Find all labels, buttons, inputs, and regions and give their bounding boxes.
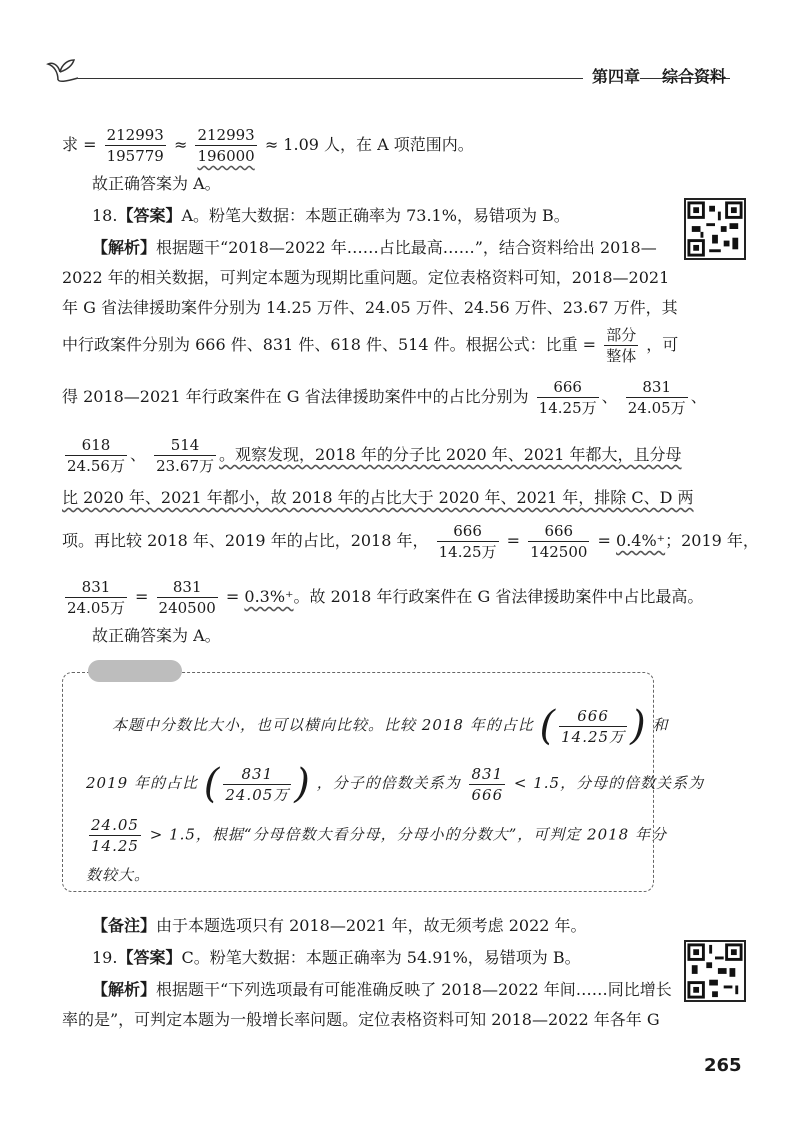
qr-code-icon[interactable] <box>684 940 746 1002</box>
remark-text: 由于本题选项只有 2018—2021 年，故无须考虑 2022 年。 <box>156 916 587 935</box>
tip-line: 数较大。 <box>86 866 151 884</box>
text-line: 率的是”，可判定本题为一般增长率问题。定位表格资料可知 2018—2022 年各年 G <box>62 1010 660 1029</box>
analysis-tag: 【解析】 <box>92 980 157 999</box>
numerator: 212993 <box>197 126 255 144</box>
text: 。故 2018 年行政案件在 G 省法律援助案件中占比最高。 <box>293 587 704 606</box>
numerator: 831 <box>81 578 111 596</box>
text-line <box>92 238 657 258</box>
text-line <box>92 980 672 1000</box>
tip-line <box>86 761 705 807</box>
answer-text: C。粉笔大数据：本题正确率为 54.91%，易错项为 B。 <box>181 948 581 967</box>
text: = <box>225 587 240 606</box>
answer-line: 故正确答案为 A。 <box>92 626 221 645</box>
text: 0.4%⁺ <box>616 531 666 550</box>
denominator: 14.25 <box>91 837 139 855</box>
text-line <box>62 436 682 475</box>
text-line <box>62 488 694 508</box>
text-line: 2022 年的相关数据，可判定本题为现期比重问题。定位表格资料可知，2018—2021 <box>62 268 670 287</box>
numerator: 666 <box>544 522 574 540</box>
fraction <box>65 436 127 475</box>
text: ，分子的倍数关系为 <box>316 774 461 792</box>
fraction <box>528 522 589 561</box>
denominator: 142500 <box>530 543 588 561</box>
text-line <box>62 326 678 365</box>
analysis-tag: 【解析】 <box>92 238 157 257</box>
text-line <box>62 578 703 617</box>
numerator: 831 <box>172 578 202 596</box>
paren: ( <box>203 761 221 807</box>
text: 得 2018—2021 年行政案件在 G 省法律援助案件中的占比分别为 <box>62 387 529 406</box>
answer-tag: 【答案】 <box>117 948 182 967</box>
text: 根据题干“2018—2022 年……占比最高……”，结合资料给出 2018— <box>156 238 657 257</box>
remark-line <box>92 916 587 936</box>
header-rule <box>78 78 583 79</box>
text: 中行政案件分别为 666 件、831 件、618 件、514 件。根据公式：比重 = <box>62 335 597 354</box>
text: > 1.5，根据“分母倍数大看分母，分母小的分数大”，可判定 2018 年分 <box>149 825 667 844</box>
text: 根据题干“下列选项最有可能准确反映了 2018—2022 年间……同比增长 <box>156 980 672 999</box>
numerator: 24.05 <box>91 816 139 834</box>
section-title: 综合资料 <box>662 67 727 86</box>
fraction <box>89 816 141 855</box>
leaf-logo-icon <box>44 50 84 86</box>
denominator: 195779 <box>106 147 164 165</box>
paren: ) <box>630 703 647 749</box>
numerator: 831 <box>642 378 672 396</box>
text: 项。再比较 2018 年、2019 年的占比，2018 年， <box>62 531 429 550</box>
numerator: 514 <box>170 436 200 454</box>
text: ；2019 年， <box>665 531 759 550</box>
text: ≈ 1.09 人，在 A 项范围内。 <box>264 135 474 154</box>
text: 和 <box>652 716 669 734</box>
text-line <box>62 378 707 417</box>
fraction <box>195 126 256 165</box>
fraction <box>65 578 127 617</box>
answer-line <box>92 206 570 226</box>
numerator: 618 <box>81 436 111 454</box>
fraction <box>105 126 166 165</box>
tip-line <box>86 816 667 855</box>
denominator: 14.25万 <box>438 543 497 561</box>
text: 求 = <box>62 135 97 154</box>
text: = <box>506 531 521 550</box>
denominator: 24.56万 <box>67 457 125 475</box>
denominator: 196000 <box>197 147 255 165</box>
fraction <box>223 765 291 804</box>
qr-code-icon[interactable] <box>684 198 746 260</box>
numerator: 666 <box>453 522 482 540</box>
denominator: 24.05万 <box>225 785 290 804</box>
numerator: 831 <box>241 764 274 783</box>
fraction <box>626 378 688 417</box>
paren: ) <box>294 761 311 807</box>
chapter-title: 第四章 <box>592 67 641 86</box>
numerator: 部分 <box>606 326 637 344</box>
text: = <box>135 587 149 606</box>
tip-line <box>112 703 669 749</box>
denominator: 23.67万 <box>156 457 215 475</box>
question-number: 19. <box>92 948 118 967</box>
fraction <box>154 436 216 475</box>
text-line: 年 G 省法律援助案件分别为 14.25 万件、24.05 万件、24.56 万件、23.67 万件，其 <box>62 298 678 317</box>
fraction <box>157 578 218 617</box>
text: 2019 年的占比 <box>86 774 198 792</box>
numerator: 212993 <box>106 126 164 144</box>
fraction <box>469 765 505 804</box>
denominator: 整体 <box>606 347 637 365</box>
question-number: 18. <box>92 206 118 225</box>
numerator: 666 <box>577 706 609 725</box>
text: 0.3%⁺ <box>244 587 294 606</box>
numerator: 666 <box>553 378 582 396</box>
fraction <box>437 522 499 561</box>
text: 、 <box>129 445 146 464</box>
denominator: 14.25万 <box>561 727 626 746</box>
text: ≈ <box>173 135 188 154</box>
answer-line <box>92 948 581 968</box>
fraction <box>537 378 599 417</box>
tip-badge <box>88 660 182 682</box>
fraction <box>559 707 627 746</box>
text-line <box>62 522 759 561</box>
text: 、 <box>690 387 707 406</box>
page-number: 265 <box>704 1055 742 1076</box>
fraction <box>604 326 638 365</box>
text: 本题中分数比大小，也可以横向比较。比较 2018 年的占比 <box>112 716 534 734</box>
text: ，可 <box>646 335 679 354</box>
answer-text: A。粉笔大数据：本题正确率为 73.1%，易错项为 B。 <box>181 206 570 225</box>
denominator: 24.05万 <box>67 599 125 617</box>
text: = <box>597 531 611 550</box>
denominator: 14.25万 <box>538 399 597 417</box>
denominator: 24.05万 <box>627 399 686 417</box>
text-line <box>62 126 474 165</box>
numerator: 831 <box>471 764 504 783</box>
text: < 1.5，分母的倍数关系为 <box>513 774 705 792</box>
answer-tag: 【答案】 <box>117 206 182 225</box>
text: 、 <box>601 387 618 406</box>
paren: ( <box>539 703 557 749</box>
text: 比 2020 年、2021 年都小，故 2018 年的占比大于 2020 年、2021 年，排除 C、D 两 <box>62 488 694 507</box>
answer-line: 故正确答案为 A。 <box>92 174 221 193</box>
text: 。观察发现，2018 年的分子比 2020 年、2021 年都大，且分母 <box>219 445 682 464</box>
denominator: 666 <box>471 785 504 804</box>
remark-tag: 【备注】 <box>92 916 157 935</box>
denominator: 240500 <box>158 599 216 617</box>
